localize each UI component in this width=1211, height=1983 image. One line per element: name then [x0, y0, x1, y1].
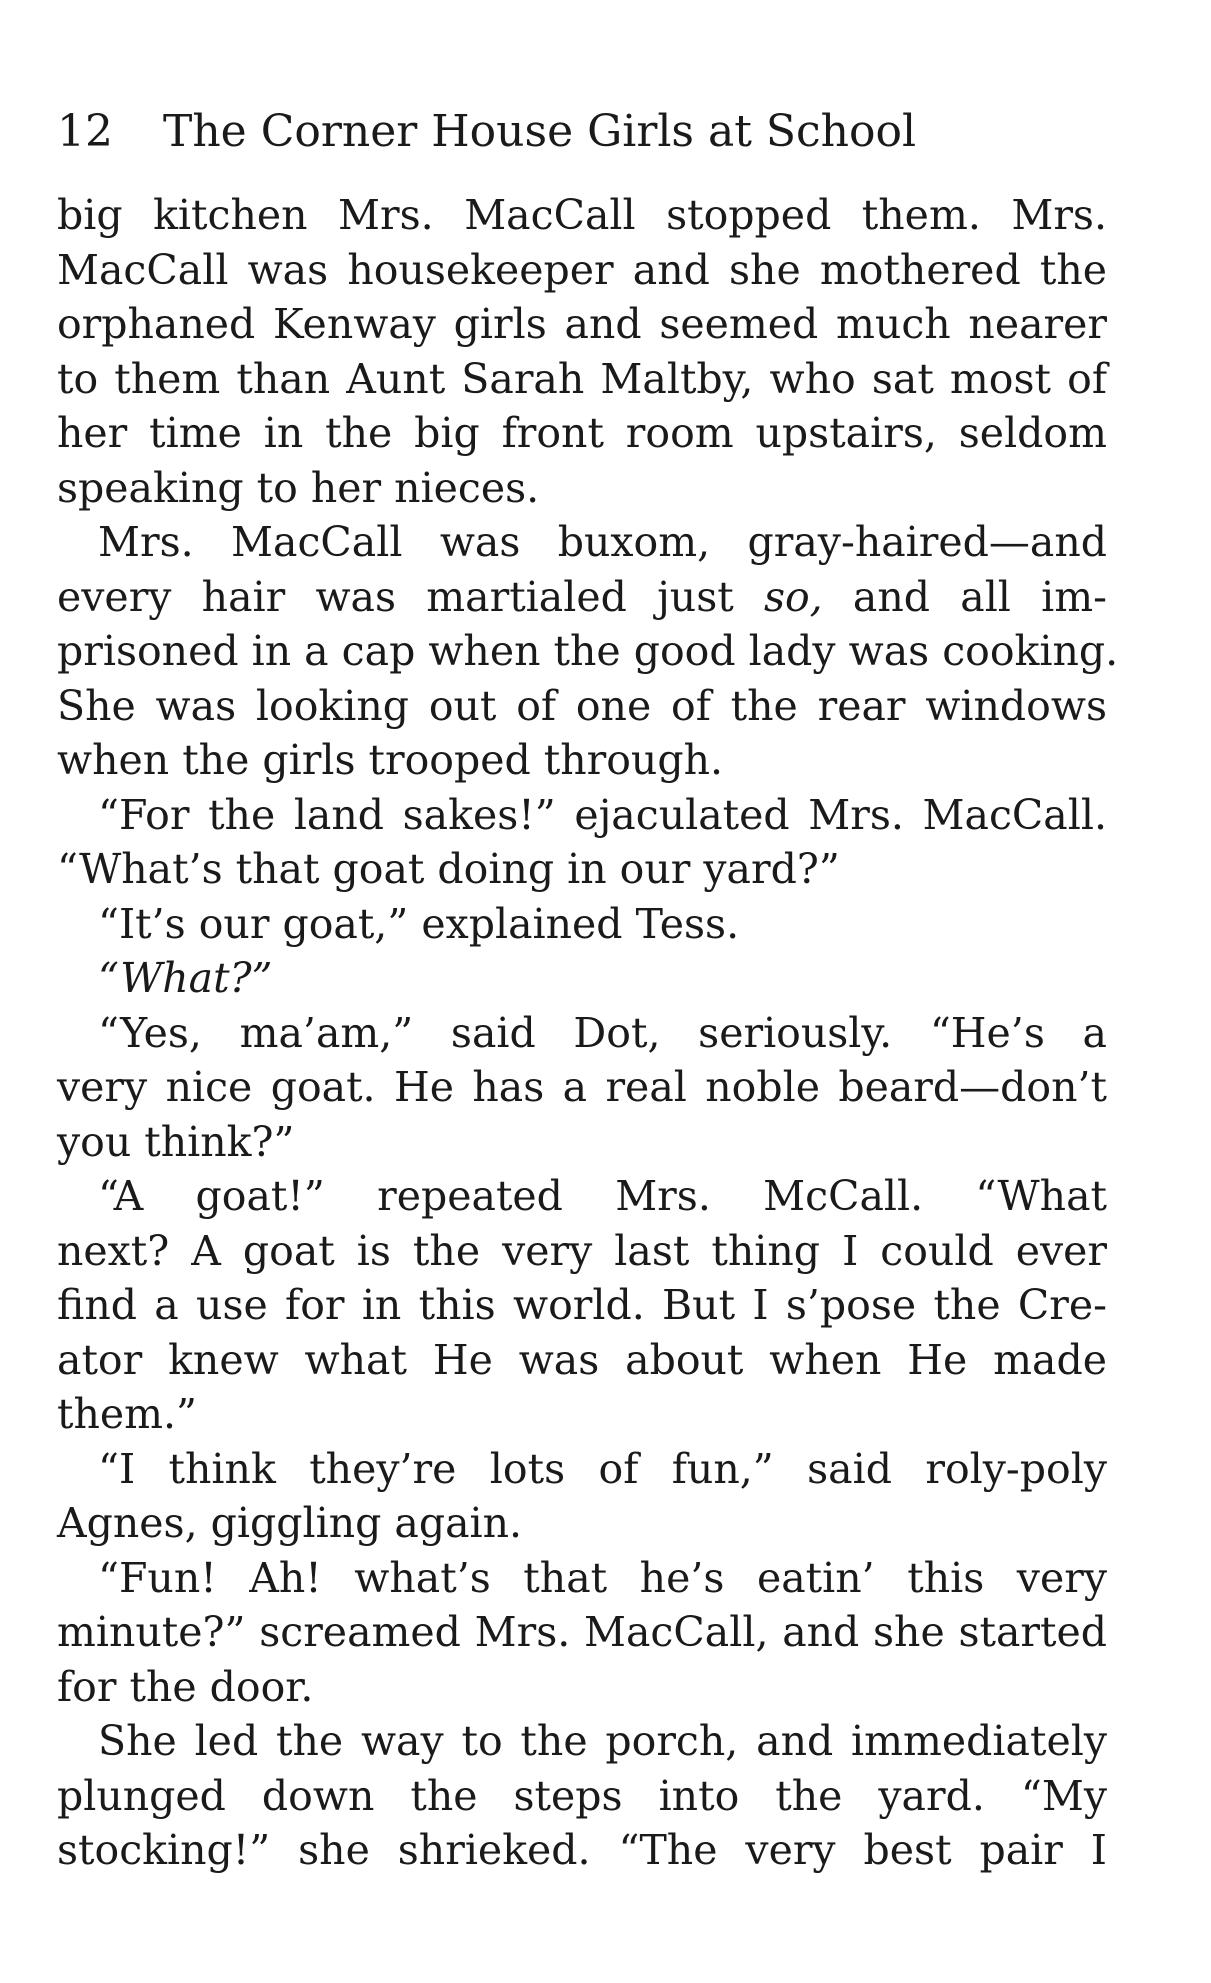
text-line: “What?”	[98, 954, 273, 1002]
page-number: 12	[57, 106, 113, 157]
text-line: next? A goat is the very last thing I could ever	[57, 1226, 1107, 1275]
text-line: when the girls trooped through.	[57, 736, 724, 784]
text-line: minute?” screamed Mrs. MacCall, and she started	[57, 1608, 1107, 1656]
text-line: orphaned Kenway girls and seemed much nearer	[57, 300, 1107, 348]
text-line: “For the land sakes!” ejaculated Mrs. MacCall.	[98, 790, 1107, 839]
running-title: The Corner House Girls at School	[163, 106, 917, 157]
running-header	[57, 102, 916, 162]
text-line: She led the way to the porch, and immediately	[98, 1717, 1107, 1765]
text-line: you think?”	[57, 1117, 295, 1166]
text-line: Mrs. MacCall was buxom, gray-haired—and	[98, 518, 1107, 566]
text-line: “It’s our goat,” explained Tess.	[98, 899, 740, 948]
text-line: find a use for in this world. But I s’pose the Cre-	[57, 1281, 1107, 1329]
text-line: “Yes, ma’am,” said Dot, seriously. “He’s a	[98, 1008, 1107, 1057]
text-line: very nice goat. He has a real noble beard—don’t	[57, 1063, 1107, 1111]
text-line: She was looking out of one of the rear windows	[57, 681, 1107, 730]
text-line: them.”	[57, 1390, 198, 1438]
text-line: prisoned in a cap when the good lady was cooking.	[57, 627, 1119, 675]
text-line	[57, 570, 1107, 625]
text-line: to them than Aunt Sarah Maltby, who sat most of	[57, 354, 1107, 403]
text-segment: every hair was martialed just	[57, 572, 764, 621]
text-line: for the door.	[57, 1662, 314, 1711]
text-line: plunged down the steps into the yard. “My	[57, 1771, 1107, 1820]
text-line: speaking to her nieces.	[57, 463, 540, 512]
text-line: “I think they’re lots of fun,” said roly-poly	[98, 1444, 1107, 1493]
text-line: “A goat!” repeated Mrs. McCall. “What	[98, 1172, 1107, 1220]
text-line: stocking!” she shrieked. “The very best pair I	[57, 1826, 1107, 1874]
text-line: her time in the big front room upstairs, seldom	[57, 409, 1107, 457]
body-text	[57, 188, 1119, 1878]
text-line: MacCall was housekeeper and she mothered the	[57, 245, 1107, 294]
text-segment: and all im-	[822, 572, 1107, 621]
text-line: “Fun! Ah! what’s that he’s eatin’ this very	[98, 1553, 1107, 1602]
text-line: ator knew what He was about when He made	[57, 1335, 1107, 1384]
text-line: Agnes, giggling again.	[57, 1499, 523, 1547]
italic-emphasis: so,	[763, 572, 823, 621]
text-line: big kitchen Mrs. MacCall stopped them. Mrs.	[57, 191, 1107, 239]
text-line: “What’s that goat doing in our yard?”	[57, 845, 840, 893]
